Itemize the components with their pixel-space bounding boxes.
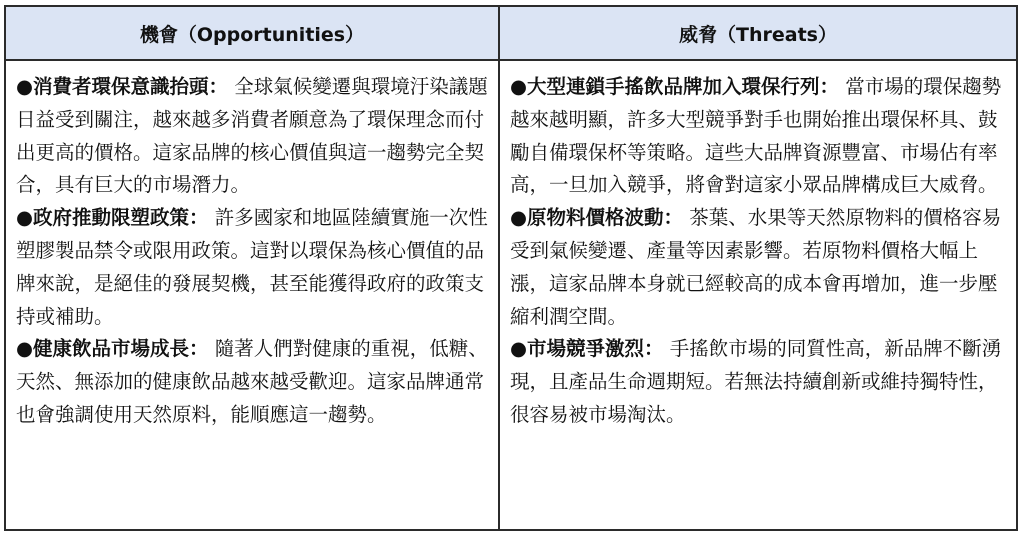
- opportunity-text: 許多國家和地區陸續實施一次性塑膠製品禁令或限用政策。這對以環保為核心價值的品牌來說，是絕佳的發展契機，甚至能獲得政府的政策支持或補助。: [16, 206, 488, 328]
- threats-header: 威脅（Threats）: [499, 6, 1017, 60]
- bullet-icon: ●: [510, 75, 528, 98]
- threats-cell: [499, 60, 1017, 530]
- threat-text: 茶葉、水果等天然原物料的價格容易受到氣候變遷、產量等因素影響。若原物料價格大幅上漲，這家品牌本身就已經較高的成本會再增加，進一步壓縮利潤空間。: [510, 206, 1002, 328]
- opportunities-cell: [5, 60, 499, 530]
- threat-title: 原物料價格波動：: [527, 206, 684, 230]
- threat-item: [510, 202, 1010, 333]
- opportunity-title: 消費者環保意識抬頭：: [33, 75, 229, 98]
- bullet-icon: ●: [16, 206, 34, 230]
- opportunity-item: [16, 71, 492, 202]
- header-row: [5, 6, 1017, 60]
- opportunity-title: 政府推動限塑政策：: [33, 206, 209, 230]
- opportunity-item: [16, 202, 492, 333]
- opportunity-item: [16, 333, 492, 431]
- bullet-icon: ●: [510, 206, 528, 230]
- bullet-icon: ●: [16, 337, 34, 361]
- threat-text: 當市場的環保趨勢越來越明顯，許多大型競爭對手也開始推出環保杯具、鼓勵自備環保杯等策略。這些大品牌資源豐富、市場佔有率高，一旦加入競爭，將會對這家小眾品牌構成巨大威脅。: [510, 75, 1002, 197]
- threat-title: 大型連鎖手搖飲品牌加入環保行列：: [527, 75, 840, 98]
- opportunity-title: 健康飲品市場成長：: [33, 337, 209, 361]
- threat-item: [510, 333, 1010, 431]
- opportunity-text: 全球氣候變遷與環境汙染議題日益受到關注，越來越多消費者願意為了環保理念而付出更高的價格。這家品牌的核心價值與這一趨勢完全契合，具有巨大的市場潛力。: [16, 75, 488, 197]
- threat-text: 手搖飲市場的同質性高，新品牌不斷湧現，且產品生命週期短。若無法持續創新或維持獨特性，很容易被市場淘汰。: [510, 337, 1002, 426]
- threat-item: [510, 71, 1010, 202]
- opportunity-text: 隨著人們對健康的重視，低糖、天然、無添加的健康飲品越來越受歡迎。這家品牌通常也會強調使用天然原料，能順應這一趨勢。: [16, 337, 488, 426]
- swot-ot-table: [4, 5, 1018, 531]
- bullet-icon: ●: [510, 337, 528, 361]
- threat-title: 市場競爭激烈：: [527, 337, 664, 361]
- opportunities-header: 機會（Opportunities）: [5, 6, 499, 60]
- bullet-icon: ●: [16, 75, 34, 98]
- content-row: [5, 60, 1017, 530]
